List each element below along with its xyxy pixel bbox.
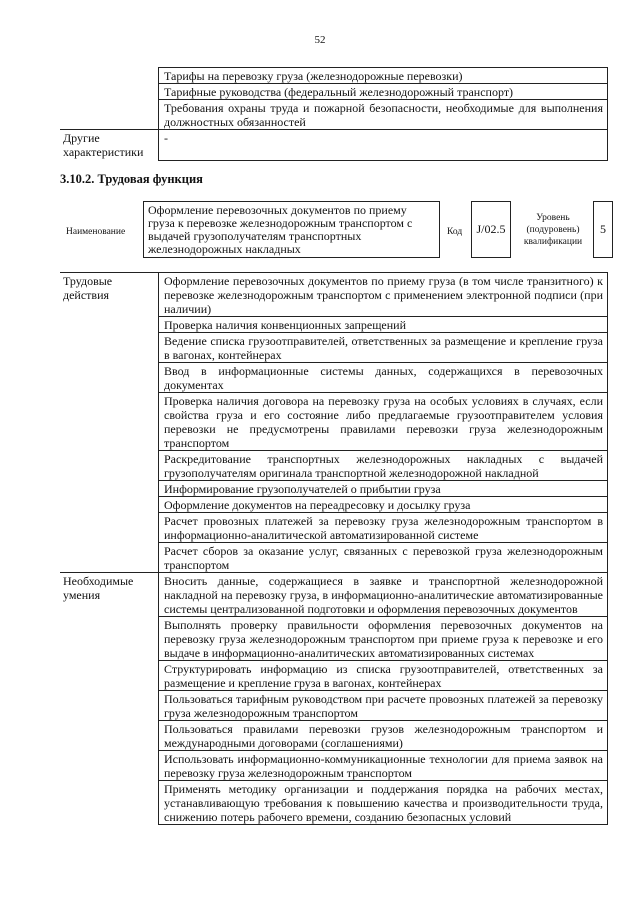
code-label: Код	[447, 227, 463, 237]
table-cell: Тарифы на перевозку груза (железнодорожные перевозки)	[159, 68, 608, 84]
table-cell: Ведение списка грузоотправителей, ответственных за размещение и крепление груза в вагонах, контейнерах	[159, 333, 608, 363]
labor-actions-label: Трудовые действия	[60, 273, 159, 573]
table-cell: Проверка наличия договора на перевозку груза на особых условиях в случаях, если свойства груза и его состояние либо предлагаемые грузоотправителем условия перевозки не предусмотрены правилами перевозки груза железнодорожным транспортом	[159, 393, 608, 451]
table-cell: Оформление перевозочных документов по приему груза (в том числе транзитного) к перевозке железнодорожным транспортом с применением электронной подписи (при наличии)	[159, 273, 608, 317]
labor-function-table	[60, 272, 608, 825]
function-name: Оформление перевозочных документов по приему груза к перевозке железнодорожным транспортом с выдачей грузополучателям транспортных железнодорожных накладных	[143, 201, 440, 258]
qualification-level: 5	[593, 201, 613, 258]
table-row	[60, 573, 608, 617]
page-number: 52	[314, 34, 326, 46]
table-cell: Проверка наличия конвенционных запрещений	[159, 317, 608, 333]
table-cell: Структурировать информацию из списка грузоотправителей, ответственных за размещение и крепление груза в вагонах, контейнерах	[159, 661, 608, 691]
required-skills-label: Необходимые умения	[60, 573, 159, 825]
level-label: Уровень (подуровень) квалификации	[523, 213, 583, 247]
table-row	[60, 68, 608, 84]
function-code: J/02.5	[471, 201, 511, 258]
other-characteristics-label: Другие характеристики	[60, 130, 159, 161]
table-cell: Требования охраны труда и пожарной безопасности, необходимые для выполнения должностных обязанностей	[159, 100, 608, 130]
table-cell: Пользоваться правилами перевозки грузов железнодорожным транспортом и международными договорами (соглашениями)	[159, 721, 608, 751]
table-cell: Вносить данные, содержащиеся в заявке и транспортной железнодорожной накладной на перевозку груза, в информационно-аналитические автоматизированные системы централизованной подготовки и оформления перевозочных документов	[159, 573, 608, 617]
other-characteristics-value: -	[159, 130, 608, 161]
table-cell: Тарифные руководства (федеральный железнодорожный транспорт)	[159, 84, 608, 100]
labor-function-header	[60, 198, 614, 260]
table-row	[60, 100, 608, 130]
name-label: Наименование	[66, 227, 126, 237]
table-cell: Раскредитование транспортных железнодорожных накладных с выдачей грузополучателям оригинала транспортной железнодорожной накладной	[159, 451, 608, 481]
table-cell: Оформление документов на переадресовку и досылку груза	[159, 497, 608, 513]
table-cell: Использовать информационно-коммуникационные технологии для приема заявок на перевозку груза железнодорожным транспортом	[159, 751, 608, 781]
table-cell: Применять методику организации и поддержания порядка на рабочих местах, устанавливающую требования к повышению качества и производительности труда, снижению потерь рабочего времени, созданию безопасных условий	[159, 781, 608, 825]
table-cell: Выполнять проверку правильности оформления перевозочных документов на перевозку груза железнодорожным транспортом при приеме груза к перевозке и его выдаче в информационно-аналитических автоматизированных системах	[159, 617, 608, 661]
table-cell: Пользоваться тарифным руководством при расчете провозных платежей за перевозку груза железнодорожным транспортом	[159, 691, 608, 721]
table-cell: Расчет провозных платежей за перевозку груза железнодорожным транспортом в информационно-аналитической автоматизированной системе	[159, 513, 608, 543]
section-title: 3.10.2. Трудовая функция	[60, 172, 203, 186]
table-cell: Информирование грузополучателей о прибытии груза	[159, 481, 608, 497]
knowledge-table-continued	[60, 67, 608, 161]
row-label-empty	[60, 68, 159, 84]
table-row	[60, 130, 608, 161]
table-row	[60, 273, 608, 317]
table-cell: Ввод в информационные системы данных, содержащихся в перевозочных документах	[159, 363, 608, 393]
table-row	[60, 84, 608, 100]
table-cell: Расчет сборов за оказание услуг, связанных с перевозкой груза железнодорожным транспортом	[159, 543, 608, 573]
